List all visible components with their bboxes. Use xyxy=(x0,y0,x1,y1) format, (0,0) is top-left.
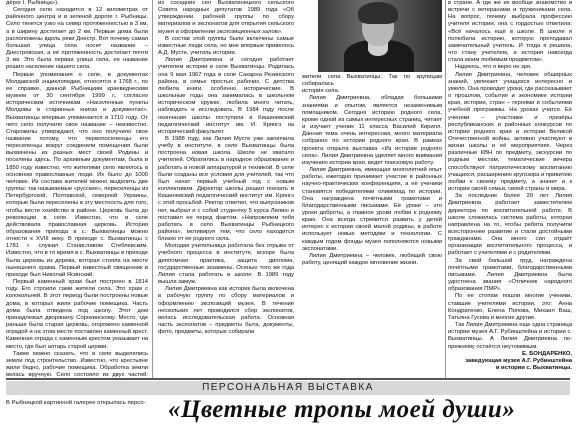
paragraph: Первый каменный храм был построен в 1814 году. Его строили сами жители села. Это храм с колокольней. В этот период были построены новые дома, в которых жили рабочие помещика. Часть дома была отведена под школу. Этот дом принадлежал дворянину Сорокинскому. Место, где раньше была старая церковь, огорожено каменной оградой и на этом месте поставлен каменный крест. Каменная ограда с каменным крестом указывает на место, где был алтарь старой церкви. xyxy=(6,279,148,350)
paragraph: Так Лилия Дмитриевна еще одна страница истории музея А.Г. Рубинштейна и истории с. Выхватинцы. А Лилия Дмитриевна по-прежнему остаётся неутомимым. xyxy=(448,322,572,350)
paragraph: Лилия Дмитриевна, человек обширных знаний, увлекает учащихся интересно и умело. Она проводит уроки, где рассказывает о прошлом, события и экономике истории края, истории, стран – героями и событиями учебной программы. На уроках учатся. Её ученики – участники и призёры республиканских и районных конкурсов по истории родного края и истории Великой Отечественной войны, активно участвуют в жизни школы и её мероприятиях. Через различные КВН по предмету, экскурсии по родным местам, тематические вечера способствуют патриотическому воспитанию учащихся, расширению кругозора и привитию любви к своему предмету, а значит и к истории своей семьи, своей страны и мира. xyxy=(448,71,572,193)
article-column-2 xyxy=(158,0,294,378)
paragraph: За свой большой труд, награждена почётными грамотами, благодарственными письмами. Лилия Дмитриевна была удостоена звания «Отличник народного образования ПМР». xyxy=(448,257,572,293)
paragraph: Сегодня село находится в 12 километрах от районного центра и в зеленой дороге г. Рыбницы. Село тянется узко на север протяженностью в 3 км, а в ширину достигает до 2 км. Первые дома были расположены вдоль реки Днестр. Вот почему самая большая улица села носит название – Днестровская, а её протяженность достигает почти 3 км. Это была первая улица села, ее название решил население нашего села. xyxy=(6,7,148,71)
paragraph: Лилия Дмитриевна, имеющая многолетний опыт работы, ежегодно принимает участие в районных научно-практических конференциях, а её ученики становятся победителями олимпиад по истории. Она награждена почётными грамотами и благодарственными письмами. Её уроки – это уроки доброты, а главное уроки любви к родному краю. Она всегда стремится развить у детей интерес к истории своей малой родины, в работе использует новые методики и технологии. С каждым годом фонды музея пополняются новыми экспонатами. xyxy=(302,167,442,252)
author-role: заведующая музея А.Г. Рубинштейна xyxy=(465,357,572,364)
paragraph: По ее стопам пошли многие ученики, ставшие учителями истории, это: Анна Кондратенко, Елена Попова, Михаил Ваш, Татьяна Гусева и многие другие. xyxy=(448,293,572,321)
paragraph: Молодая учительница работала без отрыва от учебного процесса в институте, вскоре была дипломная практика, защита диплома, государственные экзамены. Осенью того же года Лилия стала работать в школе. В 1989 году вышла замуж. xyxy=(158,243,294,286)
author-role: и истории с. Выхватинцы. xyxy=(495,364,572,371)
paragraph: Надеюсь, что я верю не зря. xyxy=(455,64,532,71)
paragraph: В 1988 году, как Лилия Мусте уже закончила учебу в институте, в селе Выхватинцы была построена новая школа. Школе не хватало учителей. Обратились в народное образование и работать в новой аппаратурой и техникой. В селе были созданы все условия для учителей, так что был начат первый учебный год с новым коллективом. Директор школы решил поехать в Кишиневский педагогический институт им. Крянгэ с этой просьбой. Ректор ответил, что выпускников нет, выбрал и с собой студентку 5 курса Лилию и поставил ее перед фактом. «Напровляем тебя работать в село Выхватинцы Рыбницкого района», мотивируя тем, что село находится близко от ее родного села. xyxy=(158,135,294,243)
paragraph: Первые упоминания о селе, в документах Молдавской энциклопедии, относятся к 1768 г., по ее справке, данной Рыбницким краеведческим музеем от 30 сентября 1999 г., согласно историческим источникам «Населенные пункты Молдовы в старинных книгах и документах». Выхватинцы впервые упоминается в 1710 году. От чего село получило свое название – неизвестно. Старожилы утверждают, что оно получило свое название потому, что первопоселенцы его переселенцы вокруг соединили помещения были выхвачены из разных мест своей Родины и поселены здесь. По архивным документам, была в 1850 году известно, что жителями село являлось в основном православные люди. Их было до 1000 человек. Из состава жителей можно выделить две группы: так называемые «русские», переселенцы из Петербургской, Полтавской, северной Украины, которые были переселены в эту местность для того, чтобы вести хозяйство в районе. Церковь была до революции в селе. Известно, что в селе действовала православная церковь. История образования прихода в с. Выхватинцы можно отнести к XVIII веку. В приходе с. Выхватинцы с 1781 г. служил Станиславом Стеблевским. Известно, что в то время в с. Выхватинцы в приходе была церковь из дерева, которая стояла на месте нынешнего храма. Первый известный священник в приходе был Николай Ясинский. xyxy=(6,71,148,278)
exhibition-intro: В Рыбницкой картинной галерее открылась персо- xyxy=(6,400,146,406)
paragraph: дёрог I. Рыбница»). xyxy=(6,0,59,6)
paragraph: жители села Выхватинцы. Так по крупицам собиралась xyxy=(302,74,442,88)
article-column-1 xyxy=(6,0,148,378)
column-divider xyxy=(152,0,153,378)
section-header: ПЕРСОНАЛЬНАЯ ВЫСТАВКА xyxy=(202,382,374,393)
exhibition-section xyxy=(0,378,576,432)
column-divider xyxy=(445,0,446,378)
paragraph: Лилия Дмитриевна как историк была включена в рабочую группу по сбору материалов и оформлению экспозиций музея. В течение нескольких лет проводился сбор экспонатов, велась исследовательская работа. Основная часть экспонатов – предметы быта, документы, фото, предметы, которые собирали xyxy=(158,286,294,336)
article-column-3 xyxy=(302,74,442,378)
article-column-4 xyxy=(448,0,572,378)
exhibition-title: «Цветные тропы моей души» xyxy=(168,396,516,423)
paragraph: За последние более 20 лет Лилия Дмитриевна работает заместителем директора по воспитательной работе. В школе сложилась система работы, которая направлена на то, чтобы ребята получили всестороннее развитие и стали достойными гражданами. Она много сил отдаёт организации воспитательного процесса, и работает с учителями и с родителями. xyxy=(448,193,572,257)
portrait-photo xyxy=(318,0,442,72)
author-name: Е. БОНДАРЕНКО, xyxy=(522,350,572,357)
paragraph: в стране. А где же их вообще знакомство и встречи с ветеранами и тружениками села. На вопрос, почему выбрала профессию учителя истории, она с гордостью ответила: «Всё началось ещё в школе. В школе я полюбила историю, которую преподавал замечательный учитель. И тогда я решила, что стану учителем, а история навсегда стала моим любимым предметом». xyxy=(448,0,572,64)
paragraph: В состав этой группы были включены самые известные люди села, но мне впервые привелось А.Д. Мусте, учитель истории. xyxy=(158,35,294,57)
paragraph: Лилия Дмитриевна – человек, любящий свою работу, ценящий каждое мгновение жизни. xyxy=(302,252,442,267)
paragraph: Также можно сказать, что в селе выделялись земли под строительство. Известно, что крестьяне жили бедно, рабочие помещика. Обработка земли велась вручную. Село состояло из двух частей: xyxy=(6,350,148,378)
section-rule xyxy=(6,378,570,380)
paragraph: Лилия Дмитриевна, обладая большими знаниями и опытом, является незаменимым помощником. Сегодня историю родного села, кроме одной из самых интересных страниц, читает и изучает ученик 11 класса Василий Кирилл. Данная тема очень интересная, много материала собранно по истории родного края. В рамках проекта открыта выставка «Из истории родного села». Лилия Дмитриевна уделяет много внимания изучению истории края, ведет поисковую работу. xyxy=(302,95,442,166)
paragraph: Лилия Дмитриевна и сегодня работает учителем истории в селе Выхватинцы. Родилась она 9 мая 1967 года в селе Сахарна Резинского района, в семье простых рабочих. С детства любила книги, особенно исторические. В школьные годы она занималась в школьном историческом кружке, любила много читать, наблюдать и исследовать. В 1984 году после окончания школы поступила в Кишиневский педагогический институт им. И. Крянгэ на исторический факультет. xyxy=(158,57,294,135)
paragraph: из соседних сел Выхватинецкого сельского Совета народных депутатов 1989 года «Об утверждении рабочей группы по сбору материалов и экспонатов для открытия сельского музея и оформлении экспозиционных залов». xyxy=(158,0,294,35)
paragraph: история села. xyxy=(302,88,340,95)
